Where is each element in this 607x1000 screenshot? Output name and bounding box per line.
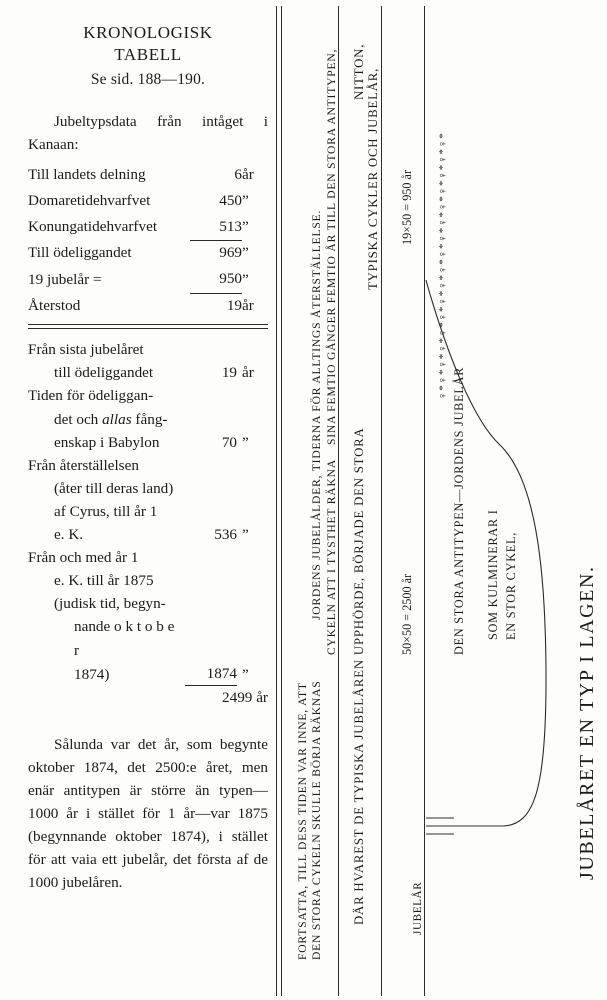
vertical-label-jordens-jubelalder: JORDENS JUBELÅLDER, TIDERNA FÖR ALLTINGS ÅTERSTÄLLELSE. [310,209,323,620]
ledger-label: (åter till deras land) [54,479,174,497]
jubilee-ledger-table [28,163,268,320]
double-rule-divider [28,324,268,329]
table-row [28,163,268,189]
ledger-label: 19 jubelår = [28,270,102,288]
ledger-unit: år [242,297,254,314]
ledger-label: e. K. till år 1875 [54,572,154,590]
ledger-total-value: 2499 år [222,688,268,706]
ledger-value: 950 [190,267,242,293]
divider-rule-3 [338,6,339,996]
title-reference: Se sid. 188—190. [90,70,206,88]
ledger-label: till ödeliggandet [54,364,154,382]
ledger-line [28,408,268,431]
ledger-label: Från sista jubelåret [28,341,144,359]
table-row [28,188,268,214]
ledger-label: enskap i Babylon [54,433,160,451]
vertical-label-fortsatta: FORTSATTA, TILL DESS TIDEN VAR INNE, ATT [296,682,309,960]
ledger-line [28,569,268,592]
page-title [28,22,268,90]
vertical-label-typiska-cykler: TYPISKA CYKLER OCH JUBELÅR, [366,67,380,290]
ledger-value: 6 [234,166,242,184]
intro-paragraph: Jubeltypsdata från intåget i Kanaan: [28,113,268,154]
ledger-line [28,500,268,523]
ledger-line [28,615,268,661]
ledger-value: 513 [190,214,242,240]
table-row [28,240,268,266]
ledger-value: 1874 [185,662,237,686]
title-sub-line: TABELL [114,45,182,65]
closing-paragraph: Sålunda var det år, som begynte oktober 1874, det 2500:e året, men enär antitypen är större än typen—1000 år i stället för 1 år—var 1875 (begynnande oktober 1874), i stället för att vaia ett jubelår, det första af de 1000 jubelåren. [28,735,268,892]
second-ledger-block [28,338,268,706]
ledger-value: 70 [221,433,237,451]
ledger-line [28,338,268,361]
ledger-unit: ” [242,244,249,262]
ledger-unit: ” [242,218,249,236]
ledger-unit: ” [242,433,249,451]
ledger-line [28,477,268,500]
ledger-label: Tiden för ödeliggan- [28,387,154,405]
ledger-unit: ” [242,270,249,288]
ledger-label: Domaretidehvarfvet [28,191,151,209]
equation-50x50: 50×50 = 2500 år [400,573,414,655]
divider-rule-1 [276,6,277,996]
ledger-line [28,592,268,615]
bracket-curve [424,0,554,1000]
ledger-line [28,546,268,569]
ledger-total-row [28,689,268,707]
vertical-label-dar-hvarest: DÄR HVAREST DE TYPISKA JUBELÅREN UPPHÖRDE, BÖRJADE DEN STORA [352,427,366,925]
ledger-label: (judisk tid, begyn- [54,595,166,613]
vertical-label-som-kulminerar: SOM KULMINERAR I [486,509,500,640]
table-row [28,293,268,319]
title-main-line: KRONOLOGISK [83,23,213,42]
ledger-line [28,454,268,477]
ledger-label: Från och med år 1 [28,549,139,567]
vertical-label-cykeln-att-rakna: CYKELN ATT I TYSTHET RÄKNA [325,459,338,655]
divider-rule-4 [381,6,382,996]
ledger-unit: ” [242,526,249,544]
ledger-value: 969 [219,244,242,262]
ledger-unit: år [242,166,254,184]
table-row [28,214,268,240]
ledger-line [28,384,268,407]
vertical-label-nitton: NITTON, [352,43,366,100]
table-row [28,267,268,293]
ledger-value: 19 [221,364,237,382]
ledger-label: 1874) [74,665,110,683]
ledger-line [28,431,268,454]
ledger-label: nande o k t o b e r [74,618,175,659]
ledger-label: Till landets delning [28,166,146,184]
equation-19x50: 19×50 = 950 år [400,169,414,245]
ledger-label: Till ödeliggandet [28,244,132,262]
ornament-dingbat-row: ♀*♀*♀*♀*♀*♀*♀*♀*♀*♀*♀*♀*♀*♀*♀*♀*♀* [437,132,449,400]
ledger-line [28,523,268,546]
ledger-unit: ” [242,665,249,683]
ledger-unit: år [242,364,254,382]
ledger-value: 536 [214,526,237,544]
ledger-label: Återstod [28,297,81,314]
vertical-label-sina-femtio: SINA FEMTIO GÅNGER FEMTIO ÅR TILL DEN STORA ANTITYPEN, [325,48,338,445]
divider-rule-2 [281,6,282,996]
ledger-line [28,361,268,384]
ledger-unit: ” [242,191,249,209]
plate-main-title: JUBELÅRET EN TYP I LAGEN. [576,565,598,880]
ledger-label-italic: det och allas fång- [54,410,168,428]
left-text-column [28,22,268,894]
ledger-label: Konungatidehvarfvet [28,218,158,236]
ledger-label: e. K. [54,526,84,544]
ledger-value: 19 [226,297,242,314]
label-jubelar: JUBELÅR [412,881,424,935]
vertical-label-antitypen: DEN STORA ANTITYPEN—JORDENS JUBELÅR [452,366,466,655]
ledger-line [28,662,268,686]
vertical-label-den-stora-cykeln: DEN STORA CYKELN SKULLE BÖRJA RÄKNAS [310,680,323,960]
ledger-label: af Cyrus, till år 1 [54,502,158,520]
vertical-label-en-stor-cykel: EN STOR CYKEL, [504,531,518,640]
ledger-label: Från återställelsen [28,456,139,474]
ledger-value: 450 [219,191,242,209]
